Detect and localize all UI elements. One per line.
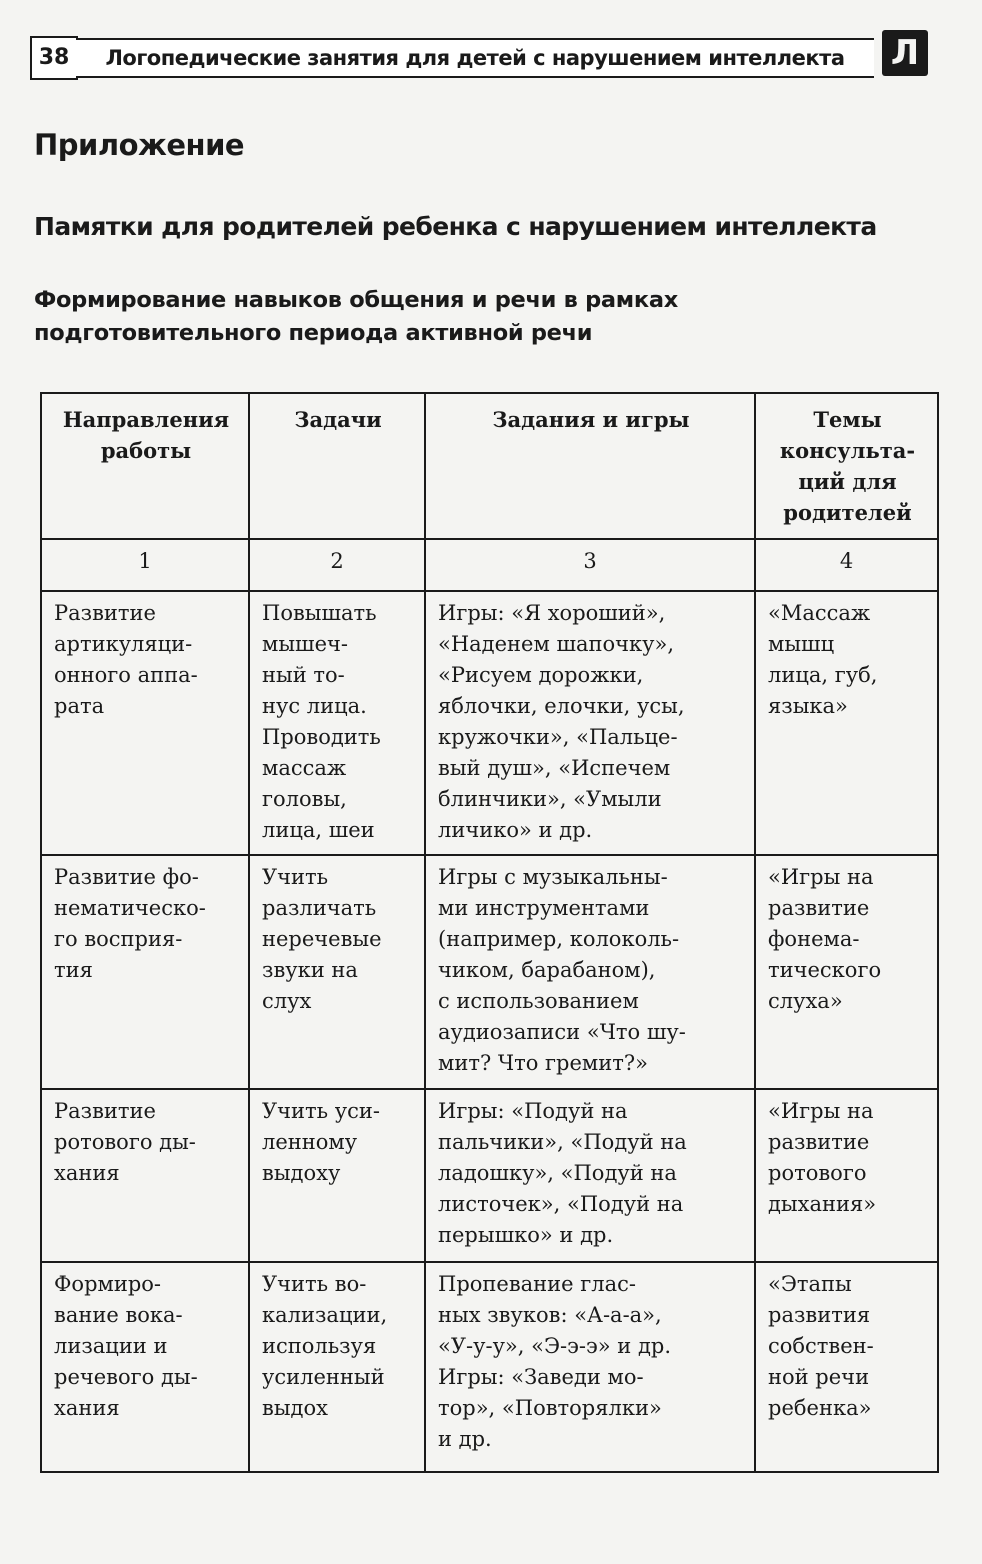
cell-line: мышц — [768, 632, 835, 656]
cell-line: кружочки», «Пальце- — [438, 725, 678, 749]
cell-line: развития — [768, 1303, 871, 1327]
cell-line: ребенка» — [768, 1396, 872, 1420]
cell-tasks — [249, 591, 425, 855]
cell-line: «Массаж — [768, 601, 871, 625]
cell-line: лица, шеи — [262, 818, 375, 842]
running-title: Логопедические занятия для детей с нарушением интеллекта — [76, 38, 874, 78]
cell-line: онного аппа- — [54, 663, 198, 687]
cell-line: блинчики», «Умыли — [438, 787, 662, 811]
cell-line: мышеч- — [262, 632, 348, 656]
cell-line: Формиро- — [54, 1272, 162, 1296]
header-text: ций для — [798, 469, 897, 494]
cell-line: (например, колоколь- — [438, 927, 680, 951]
memo-heading: Памятки для родителей ребенка с нарушением интеллекта — [34, 212, 877, 241]
cell-line: ротового ды- — [54, 1130, 196, 1154]
cell-games — [425, 1089, 755, 1262]
memo-table — [40, 392, 939, 1473]
cell-line: нематическо- — [54, 896, 206, 920]
cell-line: собствен- — [768, 1334, 874, 1358]
cell-line: хания — [54, 1396, 120, 1420]
header-text: работы — [100, 438, 192, 463]
subheading-line: Формирование навыков общения и речи в рамках — [34, 287, 678, 313]
table-row — [41, 1089, 938, 1262]
cell-line: развитие — [768, 896, 870, 920]
cell-line: слуха» — [768, 989, 843, 1013]
cell-line: с использованием — [438, 989, 639, 1013]
cell-line: лизации и — [54, 1334, 168, 1358]
cell-line: перышко» и др. — [438, 1223, 614, 1247]
cell-line: Игры: «Заведи мо- — [438, 1365, 644, 1389]
header-text: Задачи — [294, 407, 382, 432]
cell-line: речевого ды- — [54, 1365, 198, 1389]
cell-line: тического — [768, 958, 882, 982]
header-text: Задания и игры — [492, 407, 690, 432]
section-heading: Приложение — [34, 128, 245, 162]
cell-line: вание вока- — [54, 1303, 183, 1327]
subheading-line: подготовительного периода активной речи — [34, 320, 593, 346]
cell-line: ный то- — [262, 663, 345, 687]
cell-line: «Наденем шапочку», — [438, 632, 675, 656]
cell-line: нус лица. — [262, 694, 367, 718]
cell-line: мит? Что гремит?» — [438, 1051, 648, 1075]
cell-line: «Игры на — [768, 1099, 874, 1123]
cell-line: личико» и др. — [438, 818, 593, 842]
table-row — [41, 591, 938, 855]
cell-direction — [41, 1089, 249, 1262]
header-text: Направления — [62, 407, 230, 432]
column-number: 2 — [249, 539, 425, 591]
cell-line: рата — [54, 694, 105, 718]
subheading — [34, 284, 914, 350]
cell-line: чиком, барабаном), — [438, 958, 656, 982]
table-header-row — [41, 393, 938, 539]
cell-line: ладошку», «Подуй на — [438, 1161, 677, 1185]
cell-line: ротового — [768, 1161, 867, 1185]
cell-games — [425, 591, 755, 855]
cell-line: ной речи — [768, 1365, 870, 1389]
header-games — [425, 393, 755, 539]
cell-line: тия — [54, 958, 93, 982]
cell-topics — [755, 1089, 938, 1262]
cell-tasks — [249, 1089, 425, 1262]
cell-line: Пропевание глас- — [438, 1272, 636, 1296]
cell-line: Проводить — [262, 725, 381, 749]
cell-line: ми инструментами — [438, 896, 650, 920]
cell-line: фонема- — [768, 927, 860, 951]
cell-line: различать — [262, 896, 377, 920]
cell-line: Повышать — [262, 601, 377, 625]
cell-direction — [41, 855, 249, 1089]
cell-line: тор», «Повторялки» — [438, 1396, 662, 1420]
cell-line: лица, губ, — [768, 663, 878, 687]
cell-line: хания — [54, 1161, 120, 1185]
cell-tasks — [249, 1262, 425, 1472]
cell-line: кализации, — [262, 1303, 388, 1327]
page-number: 38 — [30, 36, 78, 80]
cell-direction — [41, 1262, 249, 1472]
cell-line: массаж — [262, 756, 347, 780]
cell-tasks — [249, 855, 425, 1089]
cell-line: языка» — [768, 694, 848, 718]
cell-line: выдох — [262, 1396, 328, 1420]
table-row — [41, 855, 938, 1089]
header-directions — [41, 393, 249, 539]
cell-line: го восприя- — [54, 927, 183, 951]
cell-line: аудиозаписи «Что шу- — [438, 1020, 686, 1044]
header-text: Темы — [813, 407, 882, 432]
column-number: 4 — [755, 539, 938, 591]
cell-line: Развитие — [54, 1099, 156, 1123]
page-header — [30, 30, 930, 80]
cell-line: пальчики», «Подуй на — [438, 1130, 687, 1154]
table-row — [41, 1262, 938, 1472]
column-number: 1 — [41, 539, 249, 591]
cell-line: «Этапы — [768, 1272, 852, 1296]
cell-line: «У-у-у», «Э-э-э» и др. — [438, 1334, 671, 1358]
cell-line: выдоху — [262, 1161, 341, 1185]
cell-line: слух — [262, 989, 312, 1013]
cell-line: и др. — [438, 1427, 492, 1451]
cell-line: листочек», «Подуй на — [438, 1192, 684, 1216]
cell-topics — [755, 591, 938, 855]
cell-line: головы, — [262, 787, 347, 811]
cell-line: Игры: «Я хороший», — [438, 601, 666, 625]
cell-direction — [41, 591, 249, 855]
cell-line: артикуляци- — [54, 632, 193, 656]
cell-line: ных звуков: «А-а-а», — [438, 1303, 662, 1327]
cell-line: Учить уси- — [262, 1099, 380, 1123]
cell-line: Игры: «Подуй на — [438, 1099, 628, 1123]
header-topics — [755, 393, 938, 539]
cell-line: яблочки, елочки, усы, — [438, 694, 685, 718]
section-mark: Л — [882, 30, 928, 76]
column-number-row — [41, 539, 938, 591]
cell-line: дыхания» — [768, 1192, 877, 1216]
cell-line: неречевые — [262, 927, 382, 951]
header-tasks — [249, 393, 425, 539]
cell-line: «Игры на — [768, 865, 874, 889]
cell-line: Игры с музыкальны- — [438, 865, 668, 889]
cell-topics — [755, 855, 938, 1089]
cell-line: звуки на — [262, 958, 358, 982]
cell-line: используя — [262, 1334, 377, 1358]
cell-line: ленному — [262, 1130, 358, 1154]
cell-line: Учить во- — [262, 1272, 367, 1296]
header-text: родителей — [783, 500, 912, 525]
cell-line: вый душ», «Испечем — [438, 756, 671, 780]
cell-topics — [755, 1262, 938, 1472]
header-text: консульта- — [779, 438, 916, 463]
cell-games — [425, 855, 755, 1089]
cell-line: Развитие — [54, 601, 156, 625]
cell-line: усиленный — [262, 1365, 385, 1389]
cell-line: «Рисуем дорожки, — [438, 663, 644, 687]
column-number: 3 — [425, 539, 755, 591]
cell-games — [425, 1262, 755, 1472]
cell-line: Учить — [262, 865, 329, 889]
cell-line: Развитие фо- — [54, 865, 199, 889]
cell-line: развитие — [768, 1130, 870, 1154]
